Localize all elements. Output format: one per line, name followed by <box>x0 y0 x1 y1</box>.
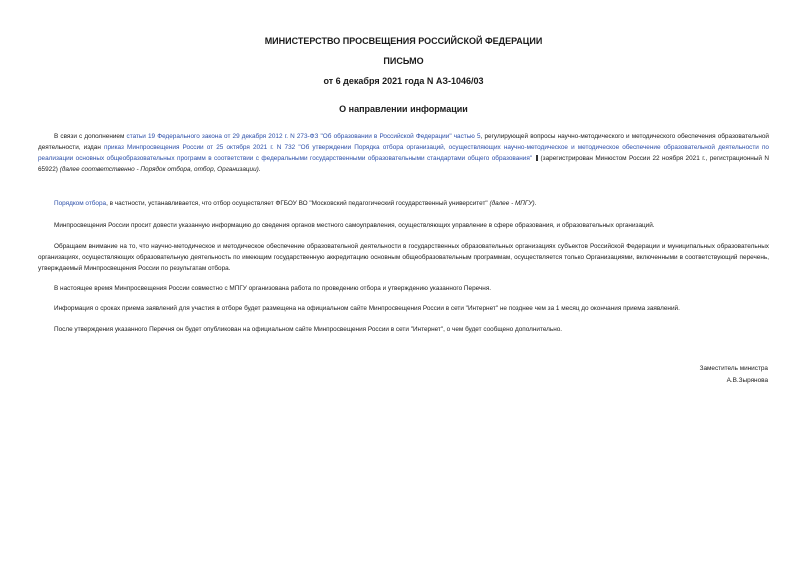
paragraph-3: Минпросвещения России просит довести указанную информацию до сведения органов местного самоуправления, осуществляющих управление в сфере образования, и образовательных организаций. <box>54 222 655 229</box>
p2-text-italic: (далее - МПГУ) <box>489 200 535 207</box>
paragraph-1 <box>38 131 769 175</box>
p1-text-1: В связи с дополнением <box>54 133 127 140</box>
law-article-link[interactable]: статьи 19 Федерального закона от 29 декабря 2012 г. N 273-ФЗ "Об образовании в Российской Федерации" частью 5 <box>126 133 481 140</box>
p1-text-italic: (далее соответственно - Порядок отбора, отбор, Организации) <box>59 166 259 173</box>
document-date-number: от 6 декабря 2021 года N АЗ-1046/03 <box>323 76 484 86</box>
paragraph-7: После утверждения указанного Перечня он будет опубликован на официальном сайте Минпросвещения России в сети "Интернет", о чем будет сообщено дополнительно. <box>54 326 563 333</box>
p1-text-3: (зарегистрирован Минюстом России 22 ноября 2021 г., регистрационный N 65922) <box>38 155 770 173</box>
paragraph-6: Информация о сроках приема заявлений для участия в отборе будет размещена на официальном сайте Минпросвещения России в сети "Интернет" не позднее чем за 1 месяц до окончания приема заявлений. <box>54 305 680 312</box>
paragraph-5: В настоящее время Минпросвещения России совместно с МПГУ организована работа по проведению отбора и утверждению указанного Перечня. <box>54 285 492 292</box>
p2-text-1: , в частности, устанавливается, что отбор осуществляет ФГБОУ ВО "Московский педагогический государственный университет" <box>106 200 490 207</box>
document-type: ПИСЬМО <box>383 56 424 66</box>
paragraph-2 <box>38 198 769 209</box>
document-subject: О направлении информации <box>339 104 468 114</box>
signature-position: Заместитель министра <box>699 365 768 372</box>
p2-text-end: . <box>534 200 537 207</box>
selection-procedure-link[interactable]: Порядком отбора <box>54 200 107 207</box>
paragraph-4: Обращаем внимание на то, что научно-методическое и методическое обеспечение образовательной деятельности в государственных образовательных организациях субъектов Российской Федерации и муниципальных образовательных организациях, осуществляющих образовательную деятельность по имеющим государственную аккредитацию основным общеобразовательным программам, осуществляется только Организациями, включенными в соответствующий перечень, утверждаемый Минпросвещения России по результатам отбора. <box>38 243 769 272</box>
order-link[interactable]: приказ Минпросвещения России от 25 октября 2021 г. N 732 "Об утверждении Порядка отбора организаций, осуществляющих научно-методическое и методическое обеспечение образовательной деятельности по реализации основных общеобразовательных программ в соответствии с федеральными государственными образовательными стандартами общего образования" <box>38 144 769 162</box>
p1-text-end: . <box>258 166 261 173</box>
p1-text-2: , регулирующей вопросы научно-методического и методического обеспечения образовательной деятельности, издан <box>38 133 770 151</box>
ministry-title: МИНИСТЕРСТВО ПРОСВЕЩЕНИЯ РОССИЙСКОЙ ФЕДЕРАЦИИ <box>264 36 543 46</box>
signature-name: А.В.Зырянова <box>726 377 768 384</box>
